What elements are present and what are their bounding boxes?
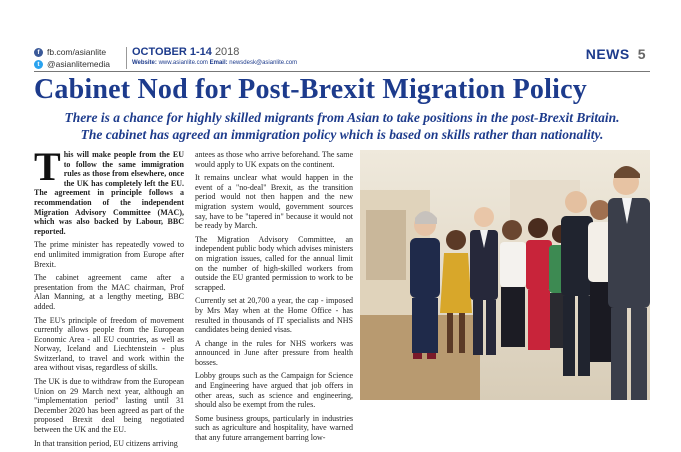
paragraph: Lobby groups such as the Campaign for Science and Engineering have argued that job offers in other areas, such as science and engineering, should also be exempt from the rules. (195, 371, 353, 410)
email-link[interactable]: newsdesk@asianlite.com (229, 60, 298, 66)
issue-date (132, 46, 297, 58)
website-label: Website: (132, 60, 157, 66)
twitter-icon: t (34, 60, 43, 69)
page-number: 5 (637, 46, 646, 62)
lead-text: his will make people from the EU to follow the same immigration rules as those from elsewhere, once the UK has completely left the EU. The agreement in principle follows a recommendation of the independent Migration Advisory Committee (MAC), which was also backed by Labour, BBC reported. (34, 150, 184, 236)
contact-line (132, 60, 297, 66)
paragraph: The cabinet agreement came after a presentation from the MAC chairman, Prof Alan Manning, at a lengthy meeting, BBC added. (34, 273, 184, 311)
paragraph: antees as those who arrive beforehand. The same would apply to UK expats on the continent. (195, 150, 353, 169)
drop-cap: T (34, 144, 61, 189)
group-photo (360, 150, 650, 400)
standfirst (34, 109, 650, 143)
facebook-link[interactable] (34, 46, 124, 58)
section-name: NEWS (585, 46, 630, 62)
paragraph: The Migration Advisory Committee, an independent public body which advises ministers on migration issues, called for the annual limit on the number of high-skilled workers from outside the EU granted permission to work to be scrapped. (195, 234, 353, 292)
facebook-handle: fb.com/asianlite (47, 47, 107, 57)
issue-year: 2018 (214, 46, 240, 58)
paragraph: The EU's principle of freedom of movement currently allows people from the European Economic Area - all EU countries, as well as Norway, Iceland and Liechtenstein - plus Switzerland, to travel and work within the area without visas, regardless of skills. (34, 315, 184, 373)
website-link[interactable]: www.asianlite.com (158, 60, 208, 66)
header-rule (34, 71, 650, 72)
masthead (34, 46, 650, 70)
group-photo-illustration (360, 150, 650, 400)
paragraph: Currently set at 20,700 a year, the cap - imposed by Mrs May when at the Home Office - has resulted in thousands of IT specialists and NHS candidates being denied visas. (195, 296, 353, 335)
standfirst-line-2: The cabinet has agreed an immigration policy which is based on skills rather than nationality. (80, 127, 604, 142)
twitter-handle: @asianlitemedia (47, 59, 110, 69)
paragraph: The UK is due to withdraw from the European Union on 29 March next year, although an "implementation period" lasting until 31 December 2020 has been agreed as part of the proposed Brexit deal being negotiated between the UK and the EU. (34, 377, 184, 435)
issue-date-range: OCTOBER 1-14 (132, 46, 212, 58)
masthead-divider (126, 47, 127, 69)
lead-paragraph (34, 144, 184, 236)
issue-info (132, 46, 297, 66)
twitter-link[interactable] (34, 58, 124, 70)
social-links (34, 46, 124, 70)
email-label: Email: (209, 60, 228, 66)
paragraph: Some business groups, particularly in industries such as agriculture and hospitality, have warned that any future arrangement barring low- (195, 413, 353, 443)
paragraph: The prime minister has repeatedly vowed to end unlimited immigration from Europe after Brexit. (34, 240, 184, 269)
section-header (586, 46, 646, 62)
paragraph: It remains unclear what would happen in the event of a "no-deal" Brexit, as the transition period would not then happen and the new migration system would, government sources say, have to be "tapered in" because it would not be ready by March. (195, 173, 353, 231)
paragraph: In that transition period, EU citizens arriving (34, 438, 178, 448)
paragraph: A change in the rules for NHS workers was announced in June after pressure from health bosses. (195, 338, 353, 367)
facebook-icon: f (34, 48, 43, 57)
headline: Cabinet Nod for Post-Brexit Migration Policy (34, 74, 587, 105)
standfirst-line-1: There is a chance for highly skilled migrants from Asian to take positions in the post-Brexit Britain. (64, 110, 620, 125)
article-column-1 (34, 144, 184, 452)
article-column-2 (195, 150, 353, 447)
